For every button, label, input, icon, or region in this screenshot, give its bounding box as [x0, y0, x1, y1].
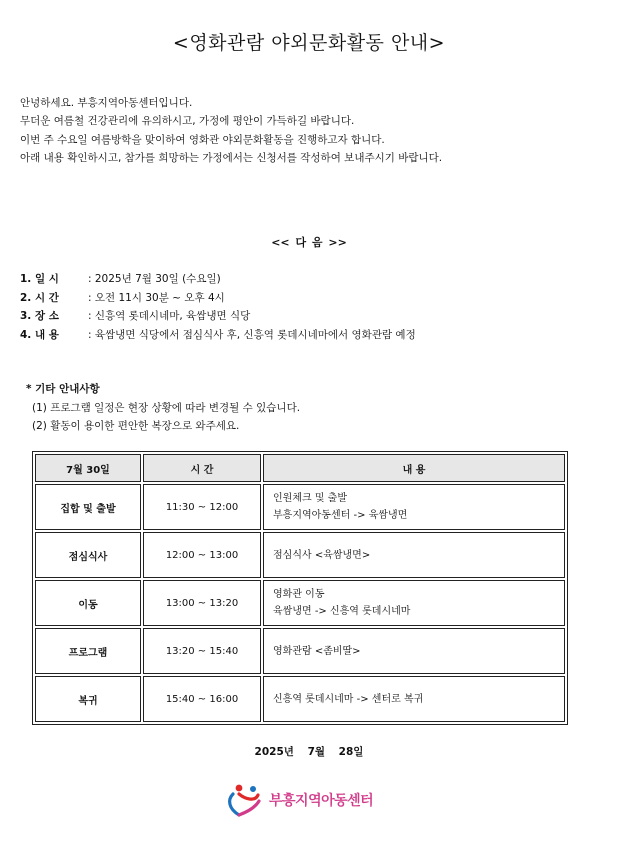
detail-label: 4. 내 용: [20, 328, 59, 341]
header-date: 7월 30일: [35, 454, 141, 482]
desc-line: 부흥지역아동센터 -> 육쌈냉면: [273, 510, 408, 521]
row-desc: [263, 628, 565, 674]
details-list: [20, 270, 610, 344]
row-event: 복귀: [35, 676, 141, 722]
row-event: 이동: [35, 580, 141, 626]
table-header-row: [35, 454, 565, 482]
family-heart-icon: [225, 782, 265, 818]
detail-value: : 오전 11시 30분 ~ 오후 4시: [88, 291, 225, 304]
detail-time: [20, 289, 610, 308]
row-event: 프로그램: [35, 628, 141, 674]
intro-paragraph: [20, 94, 610, 168]
etc-item: (1) 프로그램 일정은 현장 상황에 따라 변경될 수 있습니다.: [32, 402, 301, 414]
etc-list: [32, 399, 300, 435]
intro-line: 무더운 여름철 건강관리에 유의하시고, 가정에 평안이 가득하길 바랍니다.: [20, 115, 355, 128]
table-row: [35, 532, 565, 578]
table-row: [35, 484, 565, 530]
detail-value: : 신흥역 롯데시네마, 육쌈냉면 식당: [88, 310, 251, 322]
table-row: [35, 676, 565, 722]
desc-line: 육쌈냉면 -> 신흥역 롯데시네마: [273, 606, 411, 617]
desc-line: 영화관 이동: [273, 589, 325, 600]
detail-date: [20, 270, 610, 289]
row-time: 13:00 ~ 13:20: [143, 580, 261, 626]
row-event: 집합 및 출발: [35, 484, 141, 530]
header-content: 내 용: [263, 454, 565, 482]
etc-heading: * 기타 안내사항: [26, 383, 100, 395]
detail-value: : 2025년 7월 30일 (수요일): [88, 273, 221, 285]
header-time: 시 간: [143, 454, 261, 482]
detail-label: 1. 일 시: [20, 273, 59, 285]
desc-line: 인원체크 및 출발: [273, 493, 347, 504]
desc-line: 점심식사 <육쌈냉면>: [273, 549, 371, 561]
row-event: 점심식사: [35, 532, 141, 578]
detail-label: 2. 시 간: [20, 291, 59, 304]
intro-line: 안녕하세요. 부흥지역아동센터입니다.: [20, 97, 193, 109]
center-logo: [225, 782, 373, 818]
detail-content: [20, 326, 610, 345]
table-row: [35, 580, 565, 626]
detail-label: 3. 장 소: [20, 310, 59, 322]
row-time: 13:20 ~ 15:40: [143, 628, 261, 674]
intro-line: 이번 주 수요일 여름방학을 맞이하여 영화관 야외문화활동을 진행하고자 합니다.: [20, 133, 385, 146]
schedule-table: [32, 451, 568, 725]
row-desc: [263, 532, 565, 578]
row-desc: [263, 580, 565, 626]
detail-place: [20, 307, 610, 326]
page-title: <영화관람 야외문화활동 안내>: [172, 32, 446, 54]
row-desc: [263, 484, 565, 530]
row-time: 12:00 ~ 13:00: [143, 532, 261, 578]
logo-text: 부흥지역아동센터: [269, 793, 374, 809]
desc-line: 신흥역 롯데시네마 -> 센터로 복귀: [273, 693, 424, 705]
row-time: 11:30 ~ 12:00: [143, 484, 261, 530]
row-desc: [263, 676, 565, 722]
subheading: << 다 음 >>: [271, 236, 347, 249]
etc-item: (2) 활동이 용이한 편안한 복장으로 와주세요.: [32, 420, 240, 432]
intro-line: 아래 내용 확인하시고, 참가를 희망하는 가정에서는 신청서를 작성하여 보내주시기 바랍니다.: [20, 152, 443, 165]
row-time: 15:40 ~ 16:00: [143, 676, 261, 722]
document-date: 2025년 7월 28일: [254, 746, 364, 758]
table-row: [35, 628, 565, 674]
desc-line: 영화관람 <좀비딸>: [273, 645, 361, 657]
detail-value: : 육쌈냉면 식당에서 점심식사 후, 신흥역 롯데시네마에서 영화관람 예정: [88, 328, 416, 341]
